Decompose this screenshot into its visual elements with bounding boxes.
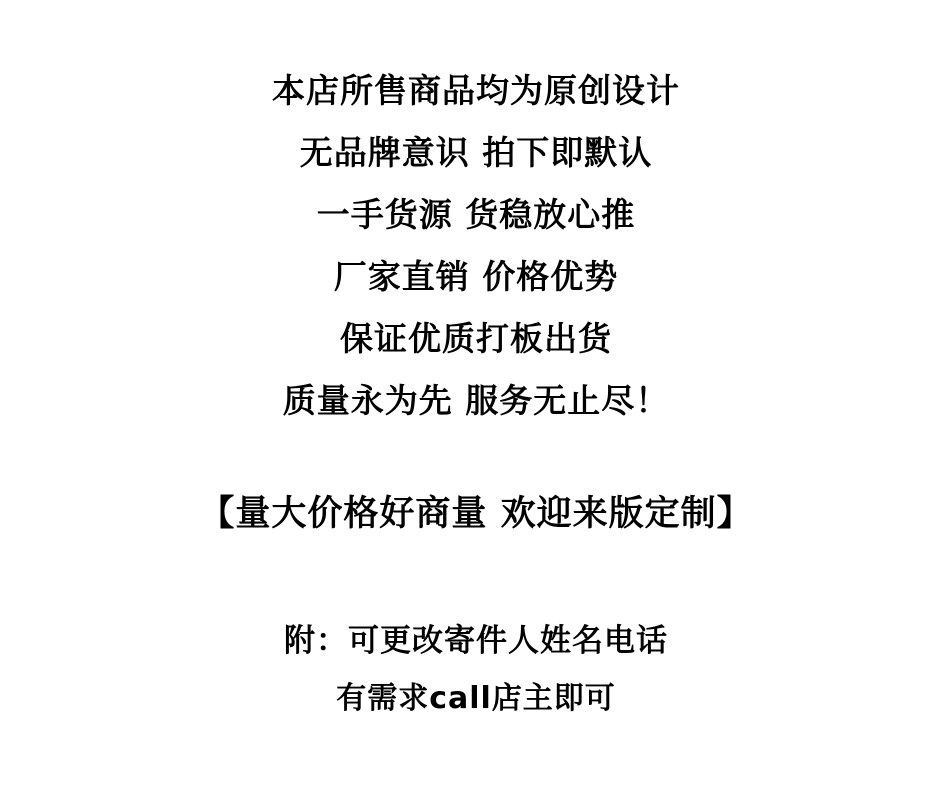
appendix-block — [0, 612, 952, 728]
highlight-line: 【量大价格好商量 欢迎来版定制】 — [199, 494, 753, 534]
claim-line-2: 无品牌意识 拍下即默认 — [299, 133, 653, 172]
claim-line-3: 一手货源 货稳放心推 — [316, 195, 636, 234]
claims-block — [0, 60, 952, 432]
claim-line-4: 厂家直销 价格优势 — [333, 257, 619, 296]
claim-line-5: 保证优质打板出货 — [340, 319, 612, 358]
appendix-line-1: 附：可更改寄件人姓名电话 — [284, 623, 668, 659]
claim-line-6: 质量永为先 服务无止尽！ — [282, 381, 670, 420]
appendix-line-2: 有需求call店主即可 — [336, 681, 616, 716]
claim-line-1: 本店所售商品均为原创设计 — [272, 71, 680, 110]
highlight-block — [0, 488, 952, 540]
